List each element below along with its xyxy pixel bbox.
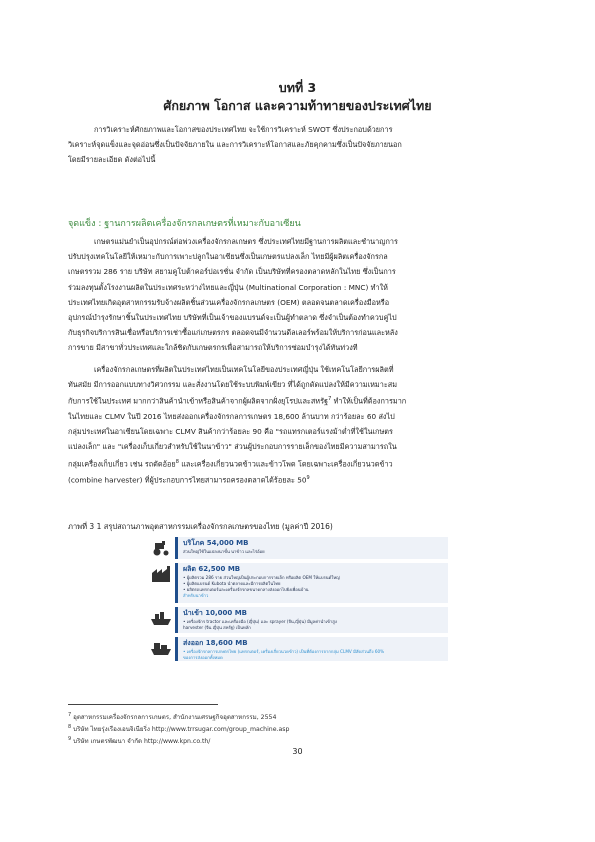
paragraph-line: กลุ่มประเทศในอาเซียนโดยเฉพาะ CLMV สินค้ากว่าร้อยละ 90 คือ "รถแทรกเตอร์แรงม้าต่ำที่ใช้ในเกษตร	[68, 427, 393, 437]
paragraph-line: ในไทยและ CLMV ในปี 2016 ไทยส่งออกเครื่องจักรกลการเกษตร 18,600 ล้านบาท กว่าร้อยละ 60 ส่งไป	[68, 412, 395, 422]
figure-line: • เครื่องจักรกลการเกษตรไทย (แทรกเตอร์, เครื่องเกี่ยวนวดข้าว) เป็นที่ต้องการจากกลุ่ม CLMV มีสัดส่วนถึง 60%	[183, 649, 385, 654]
page-number: 30	[292, 747, 303, 756]
footnote-ref: 9	[306, 475, 310, 482]
figure-value: ส่งออก 18,600 MB	[183, 639, 248, 647]
figure-line: • ผลิตรถแทรกเตอร์และเครื่องจักรกลขนาดกลางส่งออกไปยังเพื่อนบ้าน	[183, 587, 309, 592]
paragraph-line: กับธุรกิจบริการสินเชื่อหรือบริการเช่าซื้อแก่เกษตรกร ตลอดจนมีจำนวนดีลเลอร์พร้อมให้บริการก่อนและหลัง	[68, 328, 398, 338]
paragraph-line: อุปกรณ์บำรุงรักษาชิ้นในประเทศไทย บริษัทที่เป็นเจ้าของแบรนด์จะเป็นผู้ทำตลาด ซึ่งจำเป็นต้องทำควบคู่ไป	[68, 313, 397, 323]
footnote: $^8$ บริษัท ไทยรุ่งเรืองเอนจิเนียริ่ง http://www.trrsugar.com/group_machine.asp	[68, 724, 290, 734]
strength-paragraph-1	[68, 234, 538, 356]
figure-value: ผลิต 62,500 MB	[183, 565, 241, 573]
figure-value: บริโภค 54,000 MB	[183, 539, 249, 547]
figure-caption: ภาพที่ 3 1 สรุปสถานภาพอุตสาหกรรมเครื่องจักรกลเกษตรของไทย (มูลค่าปี 2016)	[68, 522, 333, 531]
footnote-ref: 8	[175, 458, 179, 465]
industry-summary-figure	[150, 537, 450, 661]
paragraph-line: การขาย มีสาขาทั่วประเทศและใกล้ชิดกับเกษตรกรเพื่อสามารถให้บริการซ่อมบำรุงได้ทันท่วงที	[68, 343, 358, 353]
paragraph-line: ร่วมลงทุนตั้งโรงงานผลิตในประเทศระหว่างไทยและญี่ปุ่น (Multinational Corporation : MNC) ทำให้	[68, 282, 388, 292]
figure-value: นำเข้า 10,000 MB	[183, 609, 248, 617]
figure-row-consumption	[150, 537, 450, 559]
footnote: $^9$ บริษัท เกษตรพัฒนา จำกัด http://www.kpn.co.th/	[68, 736, 211, 746]
chapter-title: ศักยภาพ โอกาส และความท้าทายของประเทศไทย	[163, 98, 432, 113]
paragraph-line: แปลงเล็ก" และ "เครื่องเก็บเกี่ยวสำหรับใช้ในนาข้าว" ส่วนผู้ประกอบการรายเล็กของไทยมีความสามารถใน	[68, 442, 397, 452]
paragraph-line: เกษตรรวม 286 ราย บริษัท สยามคูโบต้าคอร์ปอเรชั่น จำกัด เป็นบริษัทที่ครองตลาดหลักในไทย ซึ่งเป็นการ	[68, 267, 396, 277]
footnote-ref: 7	[328, 396, 332, 403]
figure-box	[175, 537, 448, 559]
ship-icon	[150, 610, 172, 626]
tractor-icon	[150, 540, 172, 556]
strength-paragraph-2	[68, 362, 538, 488]
figure-box	[175, 607, 448, 633]
factory-icon	[150, 566, 172, 582]
figure-line: • เครื่องจักร tractor และเครื่องมือ (ญี่ปุ่น) และ sprayer (จีน,ญี่ปุ่น) มีมูลค่านำเข้าสูง	[183, 619, 337, 624]
paragraph-line: ทันสมัย มีการออกแบบทางวิศวกรรม และสั่งงานโดยใช้ระบบพิมพ์เขียว ที่ได้ถูกดัดแปลงให้มีความเหมาะสม	[68, 380, 398, 390]
paragraph-line: ประเทศไทยเกิดอุตสาหกรรมรับจ้างผลิตชิ้นส่วนเครื่องจักรกลเกษตร (OEM) ตลอดจนตลาดเครื่องมือหรือ	[68, 297, 390, 307]
paragraph-line: กลุ่มเครื่องเก็บเกี่ยว เช่น รถตัดอ้อย$^8$ และเครื่องเกี่ยวนวดข้าวและข้าวโพด โดยเฉพาะเครื่องเกี่ยวนวดข้าว	[68, 458, 393, 469]
paragraph-line: ปรับปรุงเทคโนโลยีให้เหมาะกับการเพาะปลูกในอาเซียนซึ่งเป็นเกษตรแปลงเล็ก ไทยมีผู้ผลิตเครื่องจักรกล	[68, 252, 388, 262]
paragraph-line: เครื่องจักรกลเกษตรที่ผลิตในประเทศไทยเป็นเทคโนโลยีของประเทศญี่ปุ่น ใช้เทคโนโลยีการผลิตที่	[94, 365, 394, 374]
paragraph-line: กับการใช้ในประเทศ มากกว่าสินค้านำเข้าหรือสินค้าจากผู้ผลิตจากฝั่งยุโรปและสหรัฐ$^7$ ทำให้เป็นที่ต้องการมาก	[68, 396, 407, 406]
footnote: $^7$ อุตสาหกรรมเครื่องจักรกลการเกษตร, สำนักงานเศรษฐกิจอุตสาหกรรม, 2554	[68, 712, 277, 722]
figure-box	[175, 563, 448, 603]
figure-row-import	[150, 607, 450, 633]
figure-line: ส่วนใหญ่ใช้ในแปลงนาขั้น นาข้าว และไร่อ้อย	[183, 549, 265, 554]
paragraph-line: เกษตรแม่นยำเป็นอุปกรณ์ต่อพ่วงเครื่องจักรกลเกษตร ซึ่งประเทศไทยมีฐานการผลิตและชำนาญการ	[94, 237, 398, 246]
export-ship-icon	[150, 640, 172, 656]
figure-line: harvester (จีน ญี่ปุ่น สหรัฐ) เป็นหลัก	[183, 625, 251, 630]
figure-line: • ผู้ผลิตแบรนด์ Kubota นำตลาดและมีการผลิตในไทย	[183, 581, 281, 586]
figure-box	[175, 637, 448, 661]
intro-line: วิเคราะห์จุดแข็งและจุดอ่อนซึ่งเป็นปัจจัยภายใน และการวิเคราะห์โอกาสและภัยคุกคามซึ่งเป็นปัจจัยภายนอก	[68, 140, 402, 150]
footnote-divider	[68, 704, 218, 705]
intro-paragraph	[68, 122, 538, 168]
figure-line-highlight: สำหรับนาข้าว	[183, 593, 209, 598]
paragraph-line: (combine harvester) ที่ผู้ประกอบการไทยสามารถครองตลาดได้ร้อยละ $50^9$	[68, 475, 310, 485]
chapter-number: บทที่ 3	[278, 80, 317, 95]
figure-row-production	[150, 563, 450, 603]
section-heading: จุดแข็ง : ฐานการผลิตเครื่องจักรกลเกษตรที่เหมาะกับอาเซียน	[68, 219, 301, 229]
figure-row-export	[150, 637, 450, 661]
figure-line: • ผู้ผลิตรวม 286 ราย ส่วนใหญ่เป็นผู้ประกอบการรายเล็ก หรือผลิต OEM ให้แบรนด์ใหญ่	[183, 575, 340, 580]
intro-line: โดยมีรายละเอียด ดังต่อไปนี้	[68, 155, 156, 165]
figure-line: ของการส่งออกทั้งหมด	[183, 655, 223, 660]
intro-line: การวิเคราะห์ศักยภาพและโอกาสของประเทศไทย จะใช้การวิเคราะห์ SWOT ซึ่งประกอบด้วยการ	[94, 125, 393, 134]
